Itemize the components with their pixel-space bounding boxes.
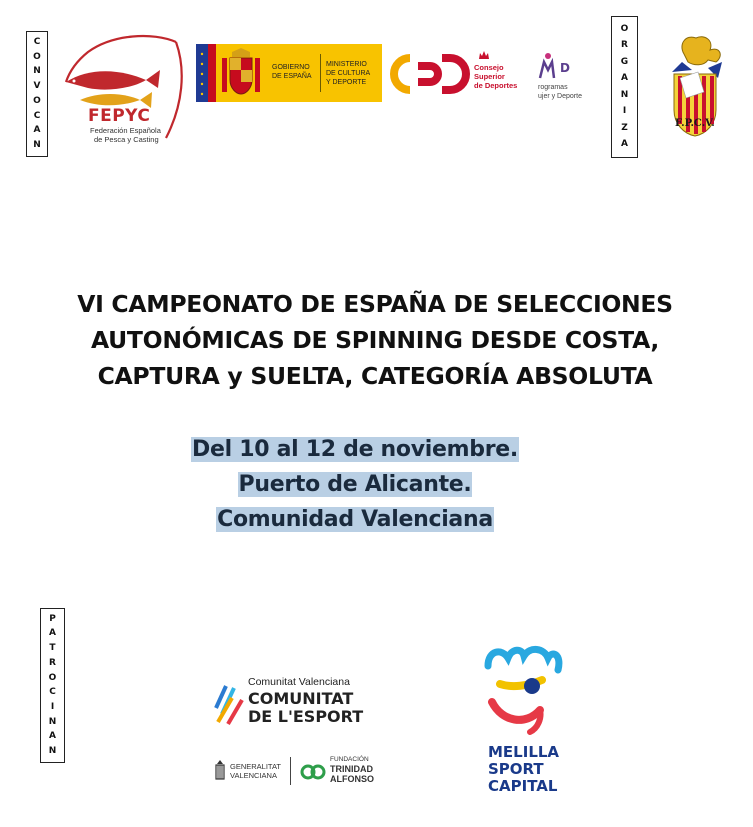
event-title — [40, 286, 710, 394]
event-venue: Puerto de Alicante. — [238, 472, 472, 497]
fepyc-name: FEPYC — [88, 106, 151, 126]
patrocinan-letter: C — [49, 687, 56, 698]
convocan-letter: N — [33, 66, 41, 77]
csd-line3: de Deportes — [474, 81, 518, 90]
convocan-letter: V — [33, 81, 41, 92]
organiza-letter: G — [620, 56, 629, 67]
convocan-label — [26, 31, 48, 157]
gobierno-line2: DE ESPAÑA — [272, 73, 312, 80]
event-region: Comunidad Valenciana — [217, 507, 493, 532]
patrocinan-letter: N — [48, 716, 57, 727]
melilla-sport-logo — [482, 644, 566, 800]
melilla-line2: SPORT — [488, 760, 544, 778]
organiza-letter: A — [621, 139, 628, 150]
comunitat-esport-logo — [212, 676, 382, 726]
convocan-letter: O — [33, 95, 41, 106]
melilla-line3: CAPITAL — [488, 777, 558, 795]
ministerio-line3: Y DEPORTE — [326, 79, 367, 86]
ministerio-line1: MINISTERIO — [326, 61, 367, 68]
melilla-runner-icon — [482, 644, 566, 736]
spain-flag-icon — [208, 44, 216, 102]
csd-logo — [390, 50, 525, 96]
patrocinan-label — [40, 608, 65, 763]
convocan-letter: A — [33, 125, 41, 136]
mujer-line2: ujer y Deporte — [538, 93, 582, 100]
convocan-letter: N — [33, 140, 41, 151]
fpcv-text: F.P.C.V. — [675, 118, 715, 129]
fepyc-logo — [58, 30, 193, 148]
sponsor-divider — [290, 757, 291, 785]
gobierno-divider — [320, 54, 321, 92]
cv-esport-line2: DE L'ESPORT — [248, 707, 364, 726]
organiza-letter: A — [621, 73, 628, 84]
patrocinan-letter: I — [50, 702, 55, 713]
fepyc-line2: de Pesca y Casting — [94, 135, 159, 144]
event-details — [170, 432, 540, 537]
patrocinan-letter: T — [49, 643, 56, 654]
mujer-figure-icon — [536, 52, 556, 80]
convocan-letter: C — [33, 110, 41, 121]
organiza-label — [611, 16, 638, 158]
gobierno-logo — [196, 44, 382, 102]
organiza-letter: R — [621, 40, 628, 51]
eu-flag-icon — [196, 44, 208, 102]
ministerio-line2: DE CULTURA — [326, 70, 371, 77]
gobierno-line1: GOBIERNO — [272, 64, 310, 71]
title-line-2: AUTONÓMICAS DE SPINNING DESDE COSTA, — [90, 326, 660, 354]
patrocinan-letter: R — [49, 657, 56, 668]
melilla-line1: MELILLA — [488, 743, 560, 761]
esport-stripes-icon — [212, 678, 246, 726]
csd-line1: Consejo — [474, 63, 504, 72]
csd-mark-icon — [390, 54, 470, 94]
organiza-letter: N — [620, 89, 629, 100]
crown-icon — [478, 50, 490, 60]
coat-of-arms-icon — [220, 48, 262, 98]
trinidad-line2: TRINIDAD — [330, 764, 373, 774]
convocan-letter: C — [33, 36, 41, 47]
mujer-mark: D — [560, 61, 570, 75]
generalitat-line1: GENERALITAT — [230, 762, 281, 771]
trinidad-alfonso-logo — [300, 756, 382, 786]
patrocinan-letter: O — [48, 672, 57, 683]
trinidad-knot-icon — [300, 762, 326, 782]
csd-line2: Superior — [474, 72, 505, 81]
organiza-letter: Z — [621, 122, 628, 133]
convocan-letter: O — [33, 51, 41, 62]
patrocinan-letter: A — [49, 628, 56, 639]
fepyc-line1: Federación Española — [90, 126, 161, 135]
trinidad-line1: FUNDACIÓN — [330, 756, 369, 763]
patrocinan-letter: N — [48, 746, 57, 757]
trinidad-line3: ALFONSO — [330, 774, 374, 784]
event-dates: Del 10 al 12 de noviembre. — [192, 437, 518, 462]
organiza-letter: I — [622, 106, 627, 117]
patrocinan-letter: A — [49, 731, 56, 742]
organiza-letter: O — [620, 23, 629, 34]
cv-small-name: Comunitat Valenciana — [248, 676, 350, 688]
mujer-line1: rogramas — [538, 84, 568, 91]
fpcv-logo — [664, 32, 726, 138]
patrocinan-letter: P — [49, 613, 56, 624]
generalitat-emblem-icon — [214, 759, 226, 783]
generalitat-logo — [214, 757, 294, 785]
title-line-3: CAPTURA y SUELTA, CATEGORÍA ABSOLUTA — [97, 362, 653, 390]
generalitat-line2: VALENCIANA — [230, 771, 277, 780]
mujer-deporte-logo — [536, 50, 594, 104]
cv-esport-line1: COMUNITAT — [248, 689, 354, 708]
title-line-1: VI CAMPEONATO DE ESPAÑA DE SELECCIONES — [77, 290, 673, 318]
